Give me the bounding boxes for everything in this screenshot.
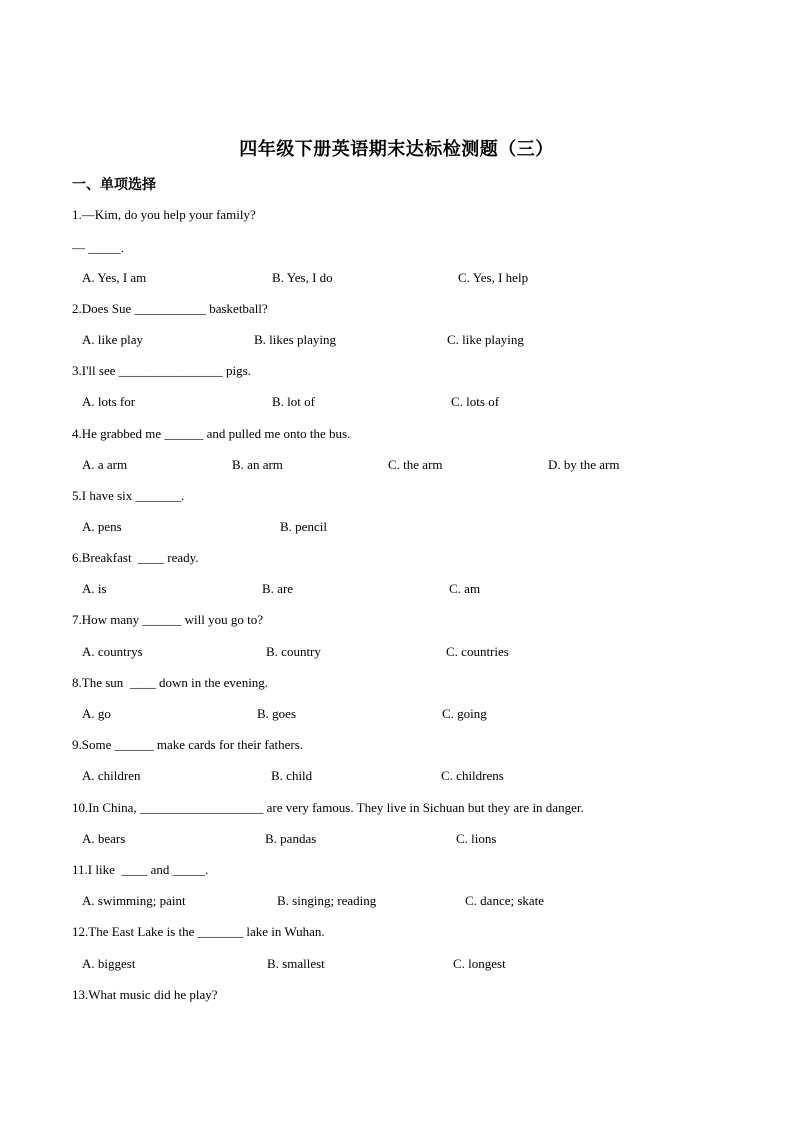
question-3-stem: 3.I'll see ________________ pigs. (72, 363, 251, 378)
question-7-option-a[interactable]: A. countrys (82, 644, 143, 659)
question-1-stem: 1.—Kim, do you help your family? (72, 207, 256, 222)
question-7-option-c[interactable]: C. countries (446, 644, 509, 659)
question-9-option-b[interactable]: B. child (271, 768, 313, 783)
question-4-stem: 4.He grabbed me ______ and pulled me onto the bus. (72, 426, 351, 441)
question-12-option-a[interactable]: A. biggest (82, 956, 136, 971)
question-5-option-a[interactable]: A. pens (82, 519, 122, 534)
question-12-option-b[interactable]: B. smallest (267, 956, 325, 971)
question-6-option-a[interactable]: A. is (82, 581, 107, 596)
question-1-option-a[interactable]: A. Yes, I am (82, 270, 147, 285)
question-8-stem: 8.The sun ____ down in the evening. (72, 675, 269, 690)
question-6-stem: 6.Breakfast ____ ready. (72, 550, 199, 565)
question-3-option-b[interactable]: B. lot of (272, 394, 315, 409)
question-11-stem: 11.I like ____ and _____. (72, 862, 209, 877)
question-2-option-b[interactable]: B. likes playing (254, 332, 336, 347)
question-10-option-a[interactable]: A. bears (82, 831, 126, 846)
question-10-option-b[interactable]: B. pandas (265, 831, 317, 846)
section-heading: 一、单项选择 (72, 177, 156, 193)
question-12-option-c[interactable]: C. longest (453, 956, 506, 971)
question-5-option-b[interactable]: B. pencil (280, 519, 327, 534)
question-10-option-c[interactable]: C. lions (456, 831, 497, 846)
question-2-stem: 2.Does Sue ___________ basketball? (72, 301, 268, 316)
question-13-stem: 13.What music did he play? (72, 987, 218, 1002)
question-7-option-b[interactable]: B. country (266, 644, 321, 659)
question-1-option-b[interactable]: B. Yes, I do (272, 270, 333, 285)
question-8-option-c[interactable]: C. going (442, 706, 487, 721)
question-12-stem: 12.The East Lake is the _______ lake in Wuhan. (72, 924, 325, 939)
question-10-stem: 10.In China, ___________________ are very famous. They live in Sichuan but they are in danger. (72, 800, 584, 815)
question-2-option-a[interactable]: A. like play (82, 332, 144, 347)
question-1-answer-line: — _____. (72, 240, 124, 255)
question-9-stem: 9.Some ______ make cards for their fathers. (72, 737, 304, 752)
question-1-option-c[interactable]: C. Yes, I help (458, 270, 529, 285)
question-11-option-a[interactable]: A. swimming; paint (82, 893, 186, 908)
page-title: 四年级下册英语期末达标检测题（三） (239, 139, 554, 160)
question-11-option-b[interactable]: B. singing; reading (277, 893, 377, 908)
question-4-option-a[interactable]: A. a arm (82, 457, 128, 472)
question-9-option-c[interactable]: C. childrens (441, 768, 504, 783)
question-5-stem: 5.I have six _______. (72, 488, 185, 503)
question-4-option-b[interactable]: B. an arm (232, 457, 283, 472)
question-4-option-c[interactable]: C. the arm (388, 457, 443, 472)
question-11-option-c[interactable]: C. dance; skate (465, 893, 545, 908)
question-9-option-a[interactable]: A. children (82, 768, 141, 783)
question-6-option-c[interactable]: C. am (449, 581, 481, 596)
question-2-option-c[interactable]: C. like playing (447, 332, 524, 347)
question-3-option-c[interactable]: C. lots of (451, 394, 500, 409)
question-7-stem: 7.How many ______ will you go to? (72, 612, 264, 627)
question-6-option-b[interactable]: B. are (262, 581, 294, 596)
question-3-option-a[interactable]: A. lots for (82, 394, 136, 409)
question-4-option-d[interactable]: D. by the arm (548, 457, 620, 472)
question-8-option-b[interactable]: B. goes (257, 706, 296, 721)
question-8-option-a[interactable]: A. go (82, 706, 111, 721)
